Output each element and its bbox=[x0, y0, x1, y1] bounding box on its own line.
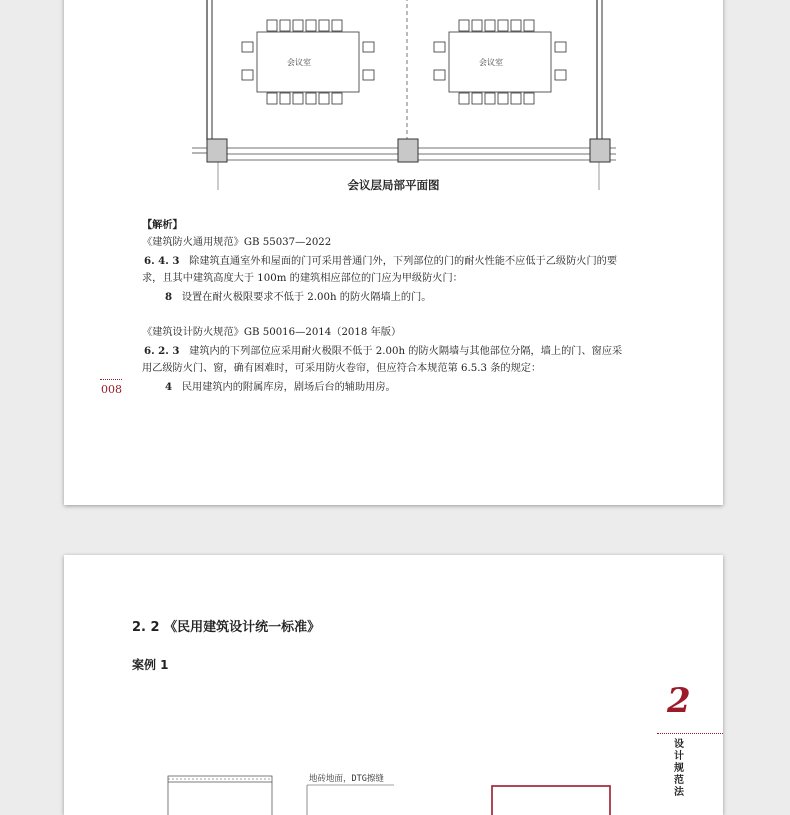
analysis-heading: 【解析】 bbox=[142, 219, 183, 231]
reference-2-item bbox=[165, 378, 396, 397]
plan-caption: 会议层局部平面图 bbox=[347, 178, 440, 192]
chapter-vertical-title: 设计规范法 bbox=[674, 739, 684, 798]
floor-plan-drawing bbox=[64, 0, 723, 190]
item-text: 设置在耐火极限要求不低于 2.00h 的防火隔墙上的门。 bbox=[181, 292, 432, 303]
page-number: 008 bbox=[101, 383, 122, 396]
item-text: 民用建筑内的附属库房，剧场后台的辅助用房。 bbox=[181, 382, 396, 393]
reference-1-title: 《建筑防火通用规范》GB 55037—2022 bbox=[142, 237, 332, 248]
room-label-right: 会议室 bbox=[479, 58, 503, 67]
item-number: 8 bbox=[165, 291, 173, 303]
reference-2-clause-cont: 用乙级防火门、窗，确有困难时，可采用防火卷帘，但应符合本规范第 6.5.3 条的规定： bbox=[142, 363, 542, 374]
reference-1-item bbox=[165, 288, 431, 307]
clause-text: 除建筑直通室外和屋面的门可采用普通门外，下列部位的门的耐火性能不应低于乙级防火门的要 bbox=[189, 256, 618, 267]
reference-2-clause bbox=[144, 342, 622, 361]
clause-number: 6. 2. 3 bbox=[144, 345, 180, 357]
chapter-divider bbox=[657, 733, 723, 734]
meeting-table-right bbox=[434, 20, 566, 104]
reference-1-clause bbox=[144, 252, 617, 271]
document-page-1 bbox=[64, 0, 723, 505]
chapter-number: 2 bbox=[667, 681, 691, 721]
drawing-annotation: 地砖地面，DTG擦缝 bbox=[309, 774, 384, 784]
room-label-left: 会议室 bbox=[287, 58, 311, 67]
section-title: 2. 2 《民用建筑设计统一标准》 bbox=[132, 620, 321, 635]
item-number: 4 bbox=[165, 381, 173, 393]
meeting-table-left bbox=[242, 20, 374, 104]
page-number-divider bbox=[100, 379, 122, 380]
document-page-2 bbox=[64, 555, 723, 815]
clause-text: 建筑内的下列部位应采用耐火极限不低于 2.00h 的防火隔墙与其他部位分隔，墙上的门、窗应采 bbox=[189, 346, 623, 357]
reference-1-clause-cont: 求，且其中建筑高度大于 100m 的建筑相应部位的门应为甲级防火门： bbox=[142, 273, 463, 284]
clause-number: 6. 4. 3 bbox=[144, 255, 180, 267]
case-title: 案例 1 bbox=[132, 658, 169, 672]
reference-2-title: 《建筑设计防火规范》GB 50016—2014（2018 年版） bbox=[142, 327, 402, 338]
